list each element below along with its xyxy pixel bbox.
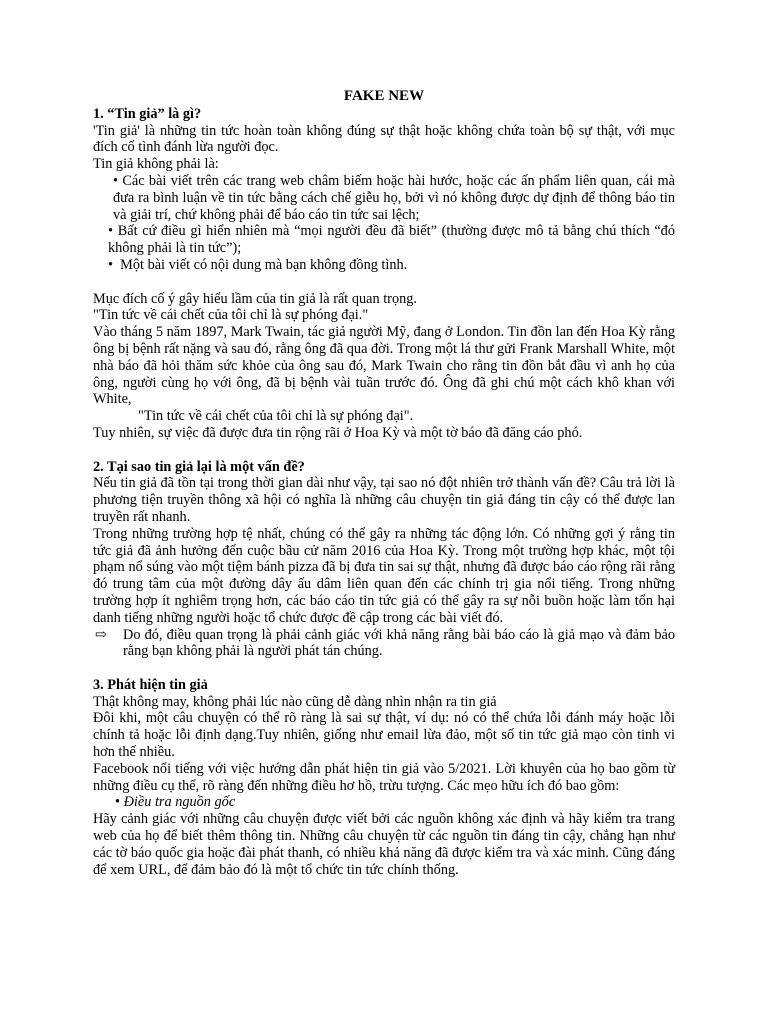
section-3-heading: 3. Phát hiện tin giả [93,676,208,693]
spacer [93,442,675,459]
s3-sub-bullet-text: Điều tra nguồn gốc [123,794,236,811]
s1-quote: "Tin tức về cái chết của tôi chỉ là sự phóng đại". [138,408,414,425]
s3-paragraph-2: Đôi khi, một câu chuyện có thể rõ ràng là sai sự thật, ví dụ: nó có thể chứa lỗi đánh máy hoặc lỗi chính tả hoặc lỗi định dạng.Tuy nhiên, giống như email lừa đảo, một số tin tức giả mạo còn tinh vi hơn thế nhiều. [93,710,675,761]
s1-paragraph-1: 'Tin giả' là những tin tức hoàn toàn không đúng sự thật hoặc không chứa toàn bộ sự thật, với mục đích cố tình đánh lừa người đọc. [93,122,675,156]
spacer [93,274,675,291]
section-1-heading: 1. “Tin giả” là gì? [93,105,202,122]
s1-paragraph-4: "Tin tức về cái chết của tôi chỉ là sự phóng đại." [93,307,369,324]
s1-paragraph-2: Tin giả không phải là: [93,156,219,173]
s3-paragraph-1: Thật không may, không phải lúc nào cũng dễ dàng nhìn nhận ra tin giả [93,693,497,710]
s2-arrow-text: Do đó, điều quan trọng là phải cảnh giác với khả năng rằng bài báo cáo là giả mạo và đảm bảo rằng bạn không phải là người phát tán chúng. [123,626,675,660]
s2-paragraph-1: Nếu tin giả đã tồn tại trong thời gian dài như vậy, tại sao nó đột nhiên trở thành vấn đề? Câu trả lời là phương tiện truyền thông xã hội có nghĩa là những câu chuyện tin giả đáng tin cậy có thể được lan truyền rất nhanh. [93,475,675,525]
s1-paragraph-5: Vào tháng 5 năm 1897, Mark Twain, tác giả người Mỹ, đang ở London. Tin đồn lan đến Hoa Kỳ rằng ông bị bệnh rất nặng và sau đó, rằng ông đã qua đời. Trong một lá thư gửi Frank Marshall White, một nhà báo đã hỏi thăm sức khỏe của ông sau đó, Mark Twain cho rằng tin đồn bắt đầu vì anh họ của ông, người cùng họ với ông, đã bị bệnh vài tuần trước đó. Ông đã ghi chú một cách khô khan với White, [93,324,675,408]
s3-sub-bullet: • Điều tra nguồn gốc [115,794,236,811]
s1-bullet-2-text: Bất cứ điều gì hiển nhiên mà “mọi người đều đã biết” (thường được mô tả bằng chú thích “đó không phải là tin tức”); [108,223,675,257]
s3-paragraph-4: Hãy cảnh giác với những câu chuyện được viết bởi các nguồn không xác định và hãy kiểm tra trang web của họ để biết thêm thông tin. Những câu chuyện từ các nguồn tin đáng tin cậy, chẳng hạn như các tờ báo quốc gia hoặc đài phát thanh, có nhiều khả năng đã được kiểm tra và xác minh. Cũng đáng để xem URL, để đảm bảo đó là một tổ chức tin tức chính thống. [93,811,675,878]
s2-paragraph-2: Trong những trường hợp tệ nhất, chúng có thể gây ra những tác động lớn. Có những gợi ý rằng tin tức giả đã ảnh hưởng đến cuộc bầu cử năm 2016 của Hoa Kỳ. Trong một trường hợp khác, một tội phạm nổ súng vào một tiệm bánh pizza đã bị đưa tin sai sự thật, nhưng đã được báo cáo rộng rãi rằng đó trung tâm của một đường dây ấu dâm liên quan đến các chính trị gia nổi tiếng. Trong những trường hợp ít nghiêm trọng hơn, các báo cáo tin tức giả có thể gây ra sự nỗi buồn hoặc làm tổn hại danh tiếng những người hoặc tổ chức được đề cập trong các bài viết đó. [93,525,675,626]
s1-bullet-3-text: Một bài viết có nội dung mà bạn không đồng tình. [120,256,408,273]
s1-bullet-1: • Các bài viết trên các trang web châm biếm hoặc hài hước, hoặc các ấn phẩm liên quan, cái mà đưa ra bình luận về tin tức bằng cách chế giễu họ, bởi vì nó không được dự định để thông báo tin và giải trí, chứ không phải để báo cáo tin tức sai lệch; [113,172,675,223]
s1-bullet-2: • Bất cứ điều gì hiển nhiên mà “mọi người đều đã biết” (thường được mô tả bằng chú thích “đó không phải là tin tức”); [108,223,675,257]
document-title: FAKE NEW [343,88,425,104]
s3-paragraph-3: Facebook nổi tiếng với việc hướng dẫn phát hiện tin giả vào 5/2021. Lời khuyên của họ bao gồm từ những điều cụ thể, rõ ràng đến những điều hơ hồ, trừu tượng. Các mẹo hữu ích đó bao gồm: [93,760,675,794]
s2-arrow-item [93,627,675,661]
s1-paragraph-6: Tuy nhiên, sự việc đã được đưa tin rộng rãi ở Hoa Kỳ và một tờ báo đã đăng cáo phó. [93,424,583,441]
s1-bullet-3: • Một bài viết có nội dung mà bạn không đồng tình. [108,256,408,273]
s1-paragraph-3: Mục đích cố ý gây hiểu lầm của tin giả là rất quan trọng. [93,290,417,307]
spacer [93,660,675,677]
s1-bullet-1-text: Các bài viết trên các trang web châm biếm hoặc hài hước, hoặc các ấn phẩm liên quan, cái mà đưa ra bình luận về tin tức bằng cách chế giễu họ, bởi vì nó không được dự định để thông báo tin và giải trí, chứ không phải để báo cáo tin tức sai lệch; [113,172,675,223]
arrow-right-icon: ⇨ [95,626,107,643]
document-body [93,88,675,878]
section-2-heading: 2. Tại sao tin giả lại là một vấn đề? [93,458,305,475]
